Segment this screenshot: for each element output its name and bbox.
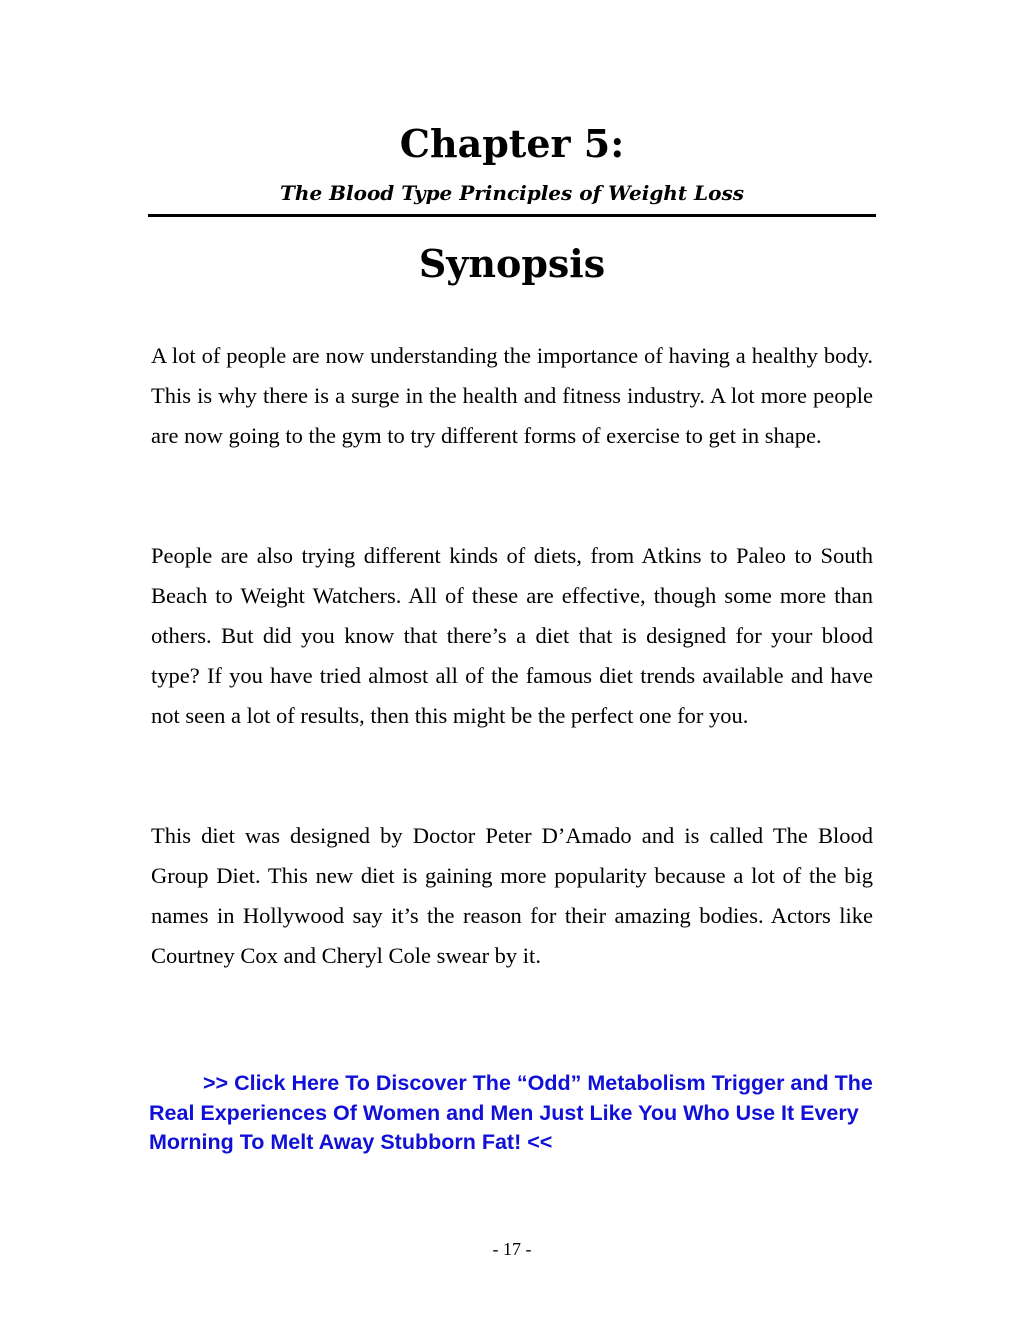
section-heading: Synopsis <box>418 241 606 286</box>
title-divider <box>148 214 876 217</box>
body-paragraph: A lot of people are now understanding the importance of having a healthy body. This is why there is a surge in the health and fitness industry. A lot more people are now going to the gym to try different forms of exercise to get in shape. <box>151 343 873 448</box>
cta-link[interactable]: >> Click Here To Discover The “Odd” Metabolism Trigger and The Real Experiences Of Women and Men Just Like You Who Use It Every Morning To Melt Away Stubborn Fat! << <box>149 1071 873 1154</box>
page-number: - 17 - <box>492 1239 532 1259</box>
body-paragraph: This diet was designed by Doctor Peter D’Amado and is called The Blood Group Diet. This new diet is gaining more popularity because a lot of the big names in Hollywood say it’s the reason for their amazing bodies. Actors like Courtney Cox and Cheryl Cole swear by it. <box>151 823 873 968</box>
body-paragraph: People are also trying different kinds of diets, from Atkins to Paleo to South Beach to Weight Watchers. All of these are effective, though some more than others. But did you know that there’s a diet that is designed for your blood type? If you have tried almost all of the famous diet trends available and have not seen a lot of results, then this might be the perfect one for you. <box>151 543 873 728</box>
chapter-title: Chapter 5: <box>399 121 625 166</box>
chapter-subtitle: The Blood Type Principles of Weight Loss <box>280 181 744 205</box>
